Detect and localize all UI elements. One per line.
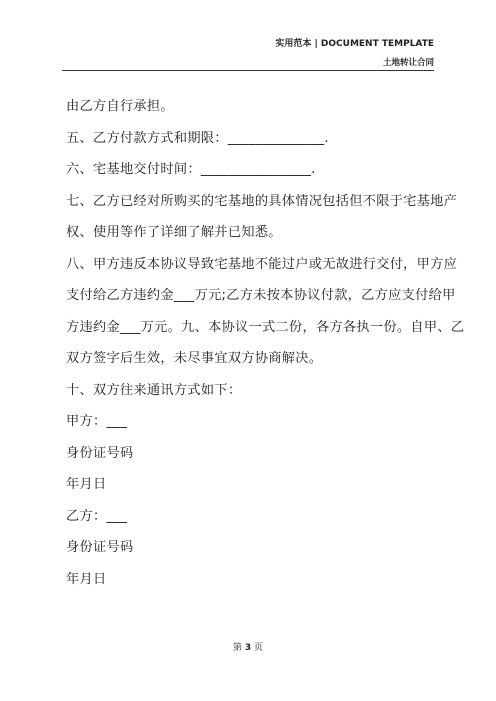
- page-suffix: 页: [254, 643, 264, 653]
- body-line: 由乙方自行承担。: [66, 99, 174, 114]
- body-line: 权、使用等作了详细了解并已知悉。: [66, 225, 282, 240]
- document-body: [66, 91, 465, 595]
- body-line: 方违约金___万元。九、本协议一式二份，各方各执一份。自甲、乙: [66, 319, 465, 335]
- header-divider: [62, 70, 434, 71]
- body-line: 八、甲方违反本协议导致宅基地不能过户或无故进行交付，甲方应: [66, 256, 458, 272]
- page-number: 3: [244, 643, 252, 653]
- body-line: 支付给乙方违约金___万元;乙方未按本协议付款，乙方应支付给甲: [66, 288, 456, 303]
- document-header-type: 实用范本 | DOCUMENT TEMPLATE: [275, 39, 434, 49]
- body-line: 七、乙方已经对所购买的宅基地的具体情况包括但不限于宅基地产: [66, 193, 458, 209]
- page-prefix: 第: [232, 643, 242, 653]
- document-header-title: 土地转让合同: [382, 58, 434, 68]
- body-line: 六、宅基地交付时间：________________.: [66, 162, 316, 177]
- party-b-id-label: 身份证号码: [66, 540, 134, 555]
- party-a-id-label: 身份证号码: [66, 445, 134, 461]
- party-a-label: 甲方：___: [66, 414, 128, 429]
- party-a-date-label: 年月日: [66, 477, 107, 492]
- body-line: 双方签字后生效，未尽事宜双方协商解决。: [66, 351, 323, 366]
- body-line: 五、乙方付款方式和期限：______________.: [66, 130, 329, 146]
- party-b-label: 乙方：___: [66, 508, 128, 524]
- party-b-date-label: 年月日: [66, 571, 107, 587]
- page-footer: [0, 640, 496, 653]
- body-line: 十、双方往来通讯方式如下：: [66, 382, 242, 398]
